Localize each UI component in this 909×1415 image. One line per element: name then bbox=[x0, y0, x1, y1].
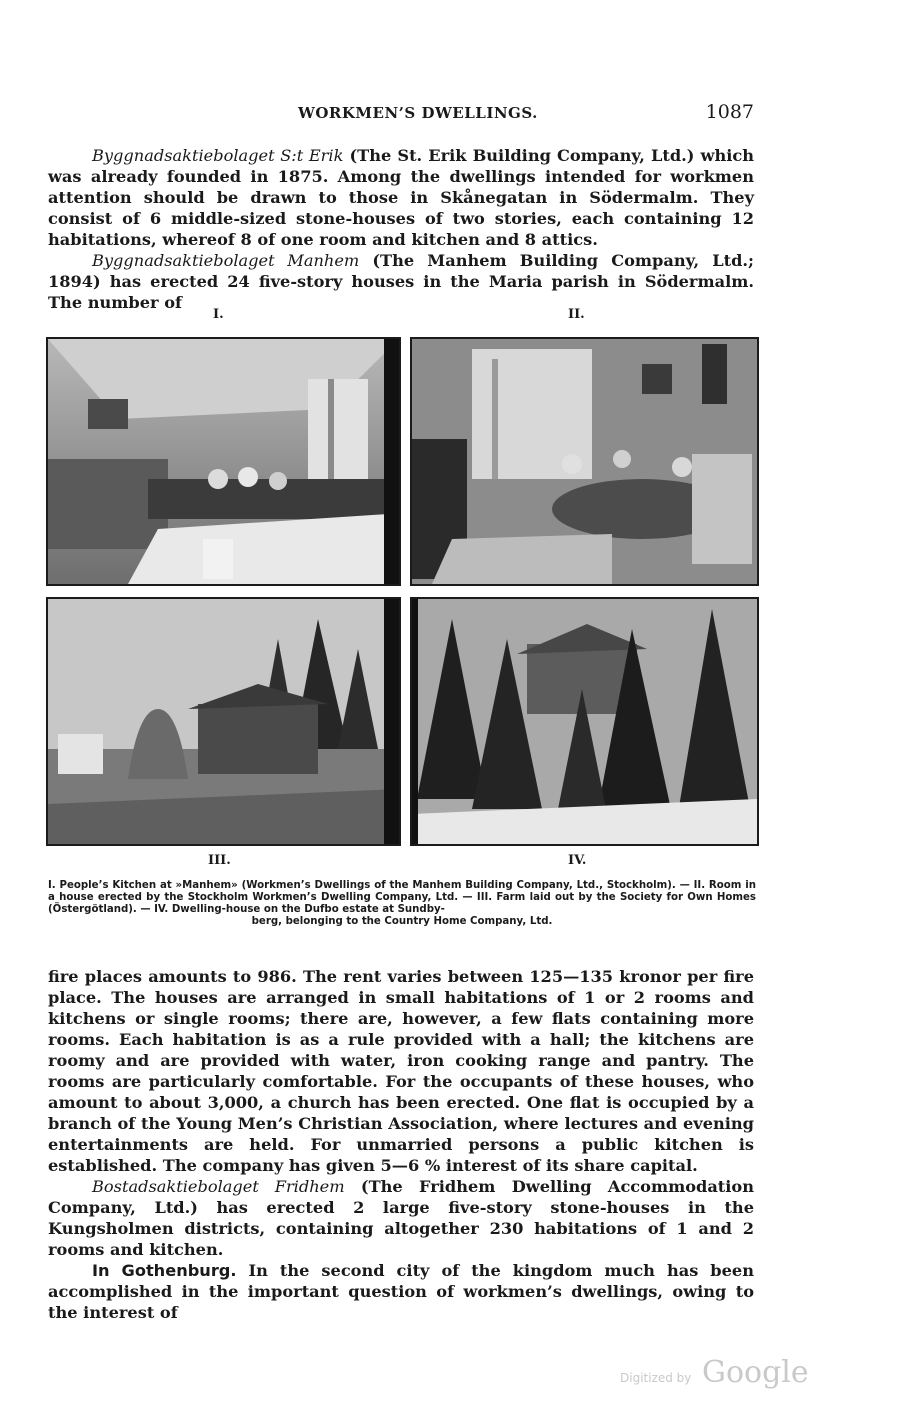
running-head bbox=[48, 101, 754, 125]
figure-label-1: I. bbox=[213, 307, 224, 322]
paragraph-text: (The Manhem Building Company, Ltd.; 1894) has erected 24 five-story houses in the Maria parish in Södermalm. The number of bbox=[48, 251, 754, 312]
watermark-brand: Google bbox=[702, 1355, 809, 1390]
paragraph-text: (The St. Erik Building Company, Ltd.) which was already founded in 1875. Among the dwellings intended for workmen attention should be drawn to those in Skånegatan in Södermalm. They consist of 6 middle-sized stone-houses of two stories, each containing 12 habitations, whereof 8 of one room and kitchen and 8 attics. bbox=[48, 146, 755, 249]
forest-dwelling-photo bbox=[412, 599, 757, 844]
figure-people-kitchen bbox=[46, 337, 401, 586]
paragraph-text: In the second city of the kingdom much has been accomplished in the important question of workmen’s dwellings, owing to the interest of bbox=[48, 1261, 754, 1322]
figure-forest-dwelling bbox=[410, 597, 759, 846]
paragraph-manhem bbox=[48, 250, 754, 313]
figure-farm bbox=[46, 597, 401, 846]
digitized-watermark bbox=[620, 1355, 820, 1391]
figure-dwelling-room bbox=[410, 337, 759, 586]
figure-label-2: II. bbox=[568, 307, 585, 322]
bottom-text-block bbox=[48, 966, 754, 1323]
running-title: WORKMEN’S DWELLINGS. bbox=[298, 104, 538, 122]
paragraph-fire-places bbox=[48, 966, 754, 1176]
caption-body: I. People’s Kitchen at »Manhem» (Workmen’s Dwellings of the Manhem Building Company, Ltd., Stockholm). — II. Room in a house erected by the Stockholm Workmen’s Dwelling Company, Ltd. — III. Farm laid out by the Society for Own Homes (Östergötland). — IV. Dwelling-house on the Dufbo estate at Sundby- bbox=[48, 880, 756, 915]
paragraph-text: fire places amounts to 986. The rent varies between 125—135 kronor per fire place. The houses are arranged in small habitations of 1 or 2 rooms and kitchens or single rooms; there are, however, a few flats containing more rooms. Each habitation is as a rule provided with a hall; the kitchens are roomy and are provided with water, iron cooking range and pantry. The rooms are particularly comfortable. For the occupants of these houses, who amount to about 3,000, a church has been erected. One flat is occupied by a branch of the Young Men’s Christian Association, where lectures and evening entertainments are held. For unmarried persons a public kitchen is established. The company has given 5—6 % interest of its share capital. bbox=[48, 967, 754, 1175]
farm-photo bbox=[48, 599, 399, 844]
paragraph-text: (The Fridhem Dwelling Accommodation Company, Ltd.) has erected 2 large five-story stone-houses in the Kungsholmen districts, containing altogether 230 habitations of 1 and 2 rooms and kitchen. bbox=[48, 1177, 755, 1259]
paragraph-fridhem bbox=[48, 1176, 754, 1260]
company-name: Byggnadsaktiebolaget Manhem bbox=[92, 251, 360, 270]
figure-label-4: IV. bbox=[568, 853, 587, 868]
caption-last-line: berg, belonging to the Country Home Company, Ltd. bbox=[251, 916, 553, 927]
dwelling-room-photo bbox=[412, 339, 757, 584]
page-number: 1087 bbox=[705, 101, 754, 123]
paragraph-gothenburg bbox=[48, 1260, 754, 1323]
section-lead: In Gothenburg. bbox=[92, 1261, 237, 1280]
people-kitchen-photo bbox=[48, 339, 399, 584]
figure-label-3: III. bbox=[208, 853, 231, 868]
top-text-block bbox=[48, 145, 754, 313]
company-name: Byggnadsaktiebolaget S:t Erik bbox=[92, 146, 344, 165]
watermark-prefix: Digitized by bbox=[620, 1371, 692, 1385]
figure-caption bbox=[48, 880, 756, 928]
paragraph-st-erik bbox=[48, 145, 754, 250]
company-name: Bostadsaktiebolaget Fridhem bbox=[92, 1177, 345, 1196]
